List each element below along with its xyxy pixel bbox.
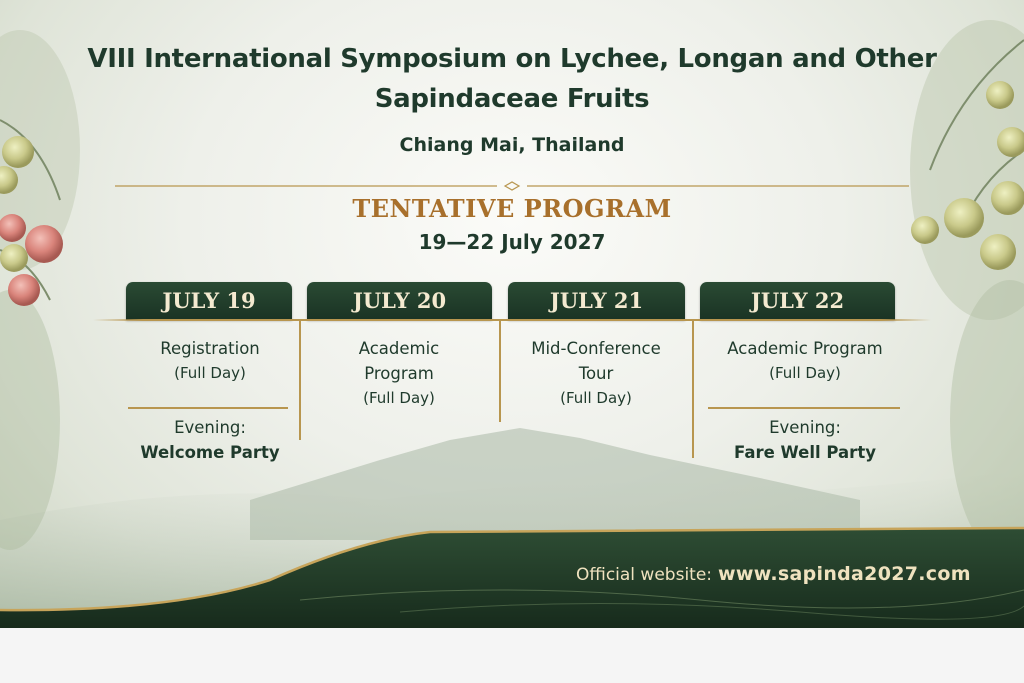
day-19-activity: Registration bbox=[160, 339, 260, 358]
program-heading: TENTATIVE PROGRAM bbox=[352, 194, 672, 223]
day-21-main bbox=[500, 336, 692, 411]
day-tab-july-22: JULY 22 bbox=[700, 282, 895, 320]
day-20-duration: (Full Day) bbox=[363, 389, 435, 407]
day-19-main bbox=[110, 336, 310, 386]
website-info bbox=[576, 563, 971, 585]
day-tab-july-20: JULY 20 bbox=[307, 282, 492, 320]
website-label: Official website: bbox=[576, 565, 713, 585]
day-19-evening bbox=[110, 415, 310, 465]
evening-separator bbox=[708, 407, 900, 409]
day-22-duration: (Full Day) bbox=[769, 364, 841, 382]
day-20-main bbox=[300, 336, 498, 411]
bottom-margin bbox=[0, 628, 1024, 683]
day-22-main bbox=[700, 336, 910, 386]
day-tab-july-21: JULY 21 bbox=[508, 282, 685, 320]
program-dates: 19—22 July 2027 bbox=[418, 230, 606, 254]
day-22-evening bbox=[700, 415, 910, 465]
schedule-divider-line bbox=[93, 319, 931, 321]
website-link[interactable]: www.sapinda2027.com bbox=[718, 563, 971, 585]
day-21-duration: (Full Day) bbox=[560, 389, 632, 407]
day-20-activity-line2: Program bbox=[364, 364, 434, 383]
evening-separator bbox=[128, 407, 288, 409]
symposium-title-line2: Sapindaceae Fruits bbox=[374, 84, 650, 114]
column-separator bbox=[692, 320, 694, 458]
day-19-evening-label: Evening: bbox=[174, 418, 246, 437]
day-19-evening-event: Welcome Party bbox=[140, 443, 280, 462]
day-20-activity-line1: Academic bbox=[358, 339, 440, 358]
day-21-activity-line2: Tour bbox=[578, 364, 614, 383]
day-22-evening-event: Fare Well Party bbox=[734, 443, 876, 462]
day-22-activity: Academic Program bbox=[727, 339, 883, 358]
location-text: Chiang Mai, Thailand bbox=[399, 134, 625, 156]
day-21-activity-line1: Mid-Conference bbox=[531, 339, 661, 358]
symposium-title-line1: VIII International Symposium on Lychee, Longan and Other bbox=[87, 44, 937, 74]
day-tab-july-19: JULY 19 bbox=[126, 282, 292, 320]
ornament-divider bbox=[115, 180, 909, 192]
day-19-duration: (Full Day) bbox=[174, 364, 246, 382]
day-22-evening-label: Evening: bbox=[769, 418, 841, 437]
